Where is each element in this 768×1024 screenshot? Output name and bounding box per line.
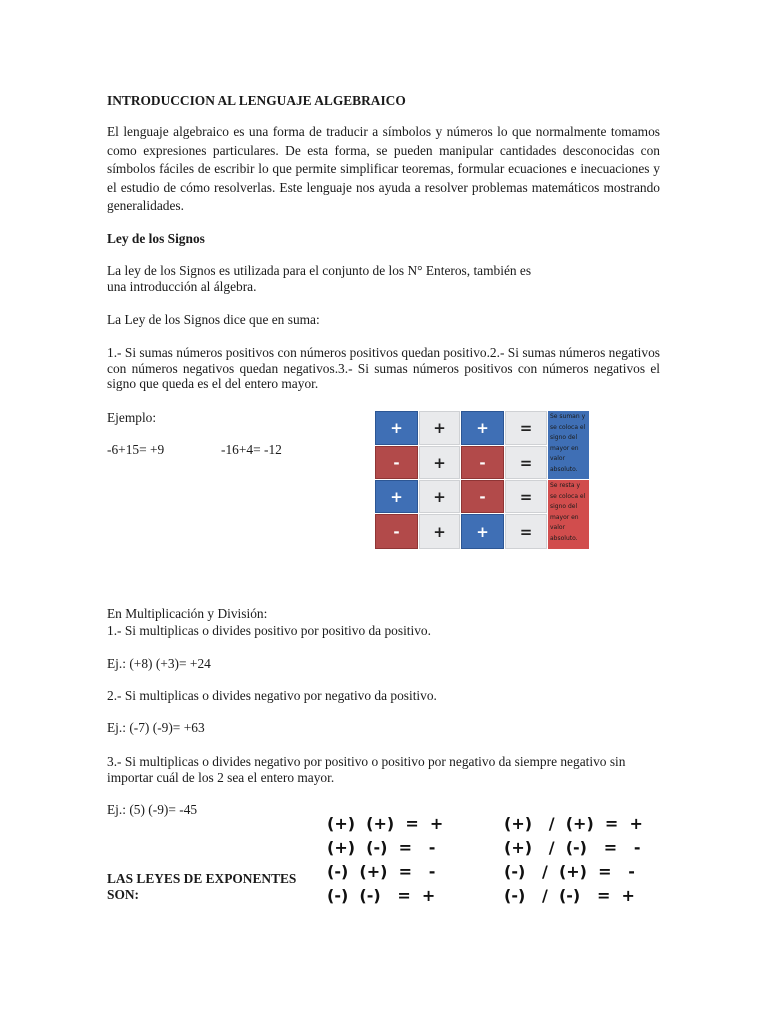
sign-cell: - xyxy=(375,514,418,549)
div-sign-rule: (+) / (-) = - xyxy=(504,838,641,857)
sign-table xyxy=(375,411,589,549)
ley-heading: Ley de los Signos xyxy=(107,231,205,246)
mult-sign-rule: (-) (-) = + xyxy=(327,886,436,905)
exponentes-heading-1: LAS LEYES DE EXPONENTES xyxy=(107,871,297,886)
mult-example-2: Ej.: (-7) (-9)= +63 xyxy=(107,720,205,735)
ejemplo-1: -6+15= +9 xyxy=(107,442,165,457)
sign-cell: - xyxy=(461,446,504,479)
div-sign-rule: (-) / (-) = + xyxy=(504,886,635,905)
intro-paragraph: El lenguaje algebraico es una forma de traducir a símbolos y números lo que normalmente tomamos como expresiones particulares. De esta forma, se pueden manipular cantidades desconocidas con símbolos fáciles de escribir lo que permite simplificar teoremas, formular ecuaciones e inecuaciones y el estudio de cómo resolverlas. Este lenguaje nos ayuda a resolver problemas matemáticos mostrando generalidades. xyxy=(107,124,660,213)
mult-example-3: Ej.: (5) (-9)= -45 xyxy=(107,802,198,817)
sign-cell: + xyxy=(461,411,504,445)
ejemplo-2: -16+4= -12 xyxy=(221,442,282,457)
sign-cell: + xyxy=(419,411,460,445)
mult-rule-3-line-2: importar cuál de los 2 sea el entero mayor. xyxy=(107,770,335,785)
sign-cell: + xyxy=(461,514,504,549)
mult-sign-rule: (+) (+) = + xyxy=(327,814,444,833)
sign-cell: = xyxy=(505,411,547,445)
mult-sign-rule: (+) (-) = - xyxy=(327,838,436,857)
sum-note: Se suman y se coloca el signo del mayor en valor absoluto. xyxy=(548,411,589,479)
mult-heading: En Multiplicación y División: xyxy=(107,606,268,621)
mult-rule-1: 1.- Si multiplicas o divides positivo por positivo da positivo. xyxy=(107,623,431,638)
sign-cell: + xyxy=(419,514,460,549)
ley-line-2: una introducción al álgebra. xyxy=(107,279,257,294)
ley-line-1: La ley de los Signos es utilizada para el conjunto de los N° Enteros, también es xyxy=(107,263,532,278)
mult-example-1: Ej.: (+8) (+3)= +24 xyxy=(107,656,211,671)
sign-cell: = xyxy=(505,514,547,549)
sign-cell: + xyxy=(419,446,460,479)
sign-cell: + xyxy=(375,480,418,513)
sign-cell: - xyxy=(461,480,504,513)
sign-cell: = xyxy=(505,480,547,513)
div-sign-rule: (-) / (+) = - xyxy=(504,862,635,881)
mult-sign-rule: (-) (+) = - xyxy=(327,862,436,881)
sign-cell: = xyxy=(505,446,547,479)
page-title: INTRODUCCION AL LENGUAJE ALGEBRAICO xyxy=(107,93,406,108)
exponentes-heading-2: SON: xyxy=(107,887,139,902)
div-sign-rule: (+) / (+) = + xyxy=(504,814,643,833)
subtract-note: Se resta y se coloca el signo del mayor en valor absoluto. xyxy=(548,480,589,549)
suma-intro: La Ley de los Signos dice que en suma: xyxy=(107,312,320,327)
ejemplo-label: Ejemplo: xyxy=(107,410,157,425)
sign-cell: + xyxy=(419,480,460,513)
mult-rule-2: 2.- Si multiplicas o divides negativo por negativo da positivo. xyxy=(107,688,437,703)
mult-rule-3-line-1: 3.- Si multiplicas o divides negativo por positivo o positivo por negativo da siempre negativo sin xyxy=(107,754,626,769)
sign-cell: - xyxy=(375,446,418,479)
suma-rules: 1.- Si sumas números positivos con números positivos quedan positivo.2.- Si sumas números negativos con números negativos quedan negativos.3.- Si sumas números positivos con números negativos el signo que queda es el del entero mayor. xyxy=(107,345,660,391)
sign-cell: + xyxy=(375,411,418,445)
